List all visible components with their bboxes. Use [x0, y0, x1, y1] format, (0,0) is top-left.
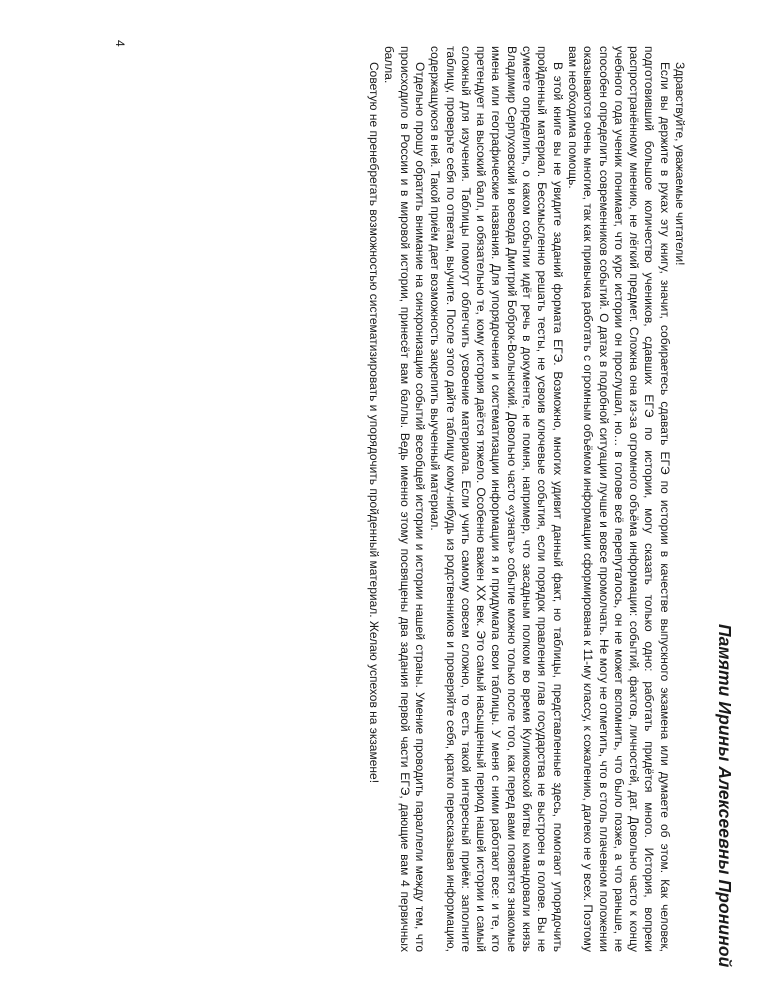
preface-text: [366, 46, 687, 952]
body-paragraph: Отдельно прошу обратить внимание на синхронизацию событий всеобщей истории и истории нашей страны. Умение проводить параллели между тем, что происходило в России и в мировой истории, принесёт вам баллы. Ведь именно этому посвящены два задания первой части ЕГЭ, дающие вам 4 первичных балла.: [382, 46, 427, 952]
greeting-paragraph: Здравствуйте, уважаемые читатели!: [673, 62, 687, 266]
dedication-heading: Памяти Ирины Алексеевны Прониной: [715, 624, 735, 968]
page-number: 4: [113, 40, 127, 47]
closing-paragraph: Советую не пренебрегать возможностью систематизировать и упорядочить пройденный материал. Желаю успехов на экзамене!: [367, 62, 382, 784]
body-paragraph: В этой книге вы не увидите заданий формата ЕГЭ. Возможно, многих удивит данный факт, но таблицы, представленные здесь, помогают упорядочить пройденный материал. Бессмысленно решать тесты, не усвоив ключевые события, если порядок правления глав государства не выстроен в голове. Вы не сумеете определить, о каком событии идёт речь в документе, не помня, например, что засадным полком во время Куликовской битвы командовали князь Владимир Серпуховский и воевода Дмитрий Боброк-Волынский. Довольно часто «узнать» событие можно только после того, как перед вами появятся знакомые имена или географические названия. Для упорядочения и систематизации информации я и придумала свои таблицы. У меня с ними работают все: и те, кто претендует на высокий балл, и обязательно те, кому история даётся тяжело. Особенно важен XX век. Это самый насыщенный период нашей истории и самый сложный для изучения. Таблицы помогут облегчить усвоение материала. Если учить самому совсем сложно, то есть такой интересный приём: заполните таблицу, проверьте себя по ответам, выучите. После этого дайте таблицу кому-нибудь из родственников и проверяйте себя, кратко пересказывая информацию, содержащуюся в ней. Такой приём дает возможность закрепить выученный материал.: [428, 46, 565, 952]
body-paragraph: Если вы держите в руках эту книгу, значит, собираетесь сдавать ЕГЭ по истории в качестве выпускного экзамена или думаете об этом. Как человек, подготовивший большое количество учеников, сдавших ЕГЭ по истории, могу сказать только одно: работать придётся много. История, вопреки распространённому мнению, не лёгкий предмет. Сложна она из-за огромного объёма информации: событий, фактов, личностей, дат. Довольно часто к концу учебного года ученик понимает, что курс истории он прослушал, но… в голове всё перепуталось, он не может вспомнить, что было позже, а что раньше, не способен определить современников событий. О датах в подобной ситуации лучше и вовсе промолчать. Не могу не отметить, что в столь плачевном положении оказываются очень многие, так как привычка работать с огромным объёмом информации сформирована к 11-му классу, к сожалению, далеко не у всех. Поэтому вам необходима помощь.: [565, 46, 672, 952]
